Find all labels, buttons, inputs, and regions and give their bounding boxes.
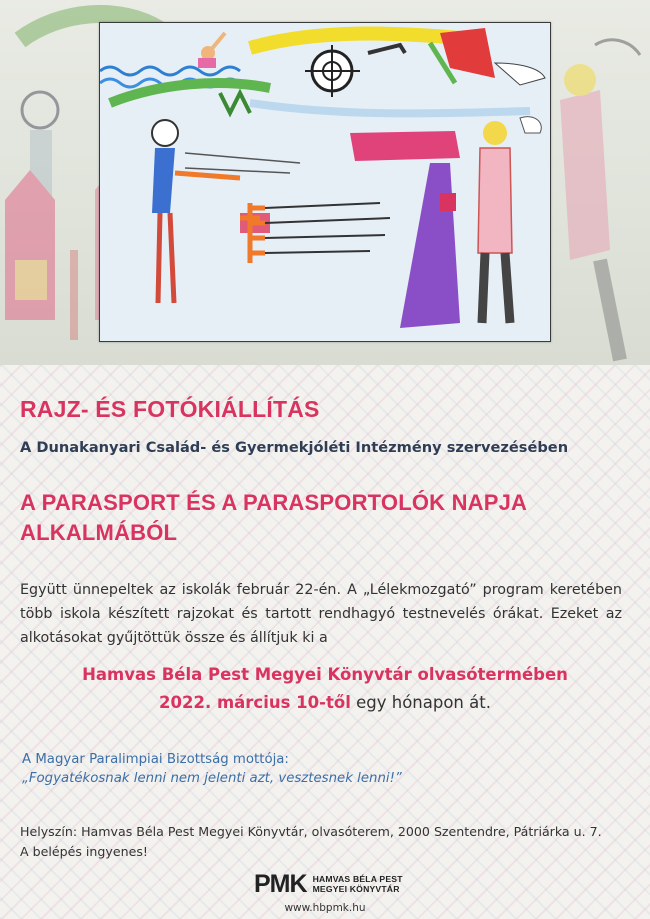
motto-label: A Magyar Paralimpiai Bizottság mottója:	[22, 752, 289, 767]
drawing-frame	[99, 22, 551, 342]
location-address: Helyszín: Hamvas Béla Pest Megyei Könyvtár, olvasóterem, 2000 Szentendre, Pátriárka u. 7.	[20, 824, 602, 839]
logo-line-1: HAMVAS BÉLA PEST	[312, 874, 403, 884]
hero-banner	[0, 0, 650, 365]
date-highlight: 2022. március 10-től	[159, 693, 351, 712]
logo-mark: PMK	[254, 869, 307, 898]
organizer-line: A Dunakanyari Család- és Gyermekjóléti Intézmény szervezésében	[20, 439, 569, 456]
date-line	[0, 693, 650, 712]
motto-quote: „Fogyatékosnak lenni nem jelenti azt, vesztesnek lenni!”	[22, 771, 402, 786]
body-paragraph: Együtt ünnepeltek az iskolák február 22-én. A „Lélekmozgató” program keretében több iskola készített rajzokat és tartott rendhagyó testnevelés órákat. Ezeket az alkotásokat gyűjtöttük össze és állítjuk ki a	[20, 582, 622, 646]
children-drawing	[100, 23, 550, 341]
logo-line-2: MEGYEI KÖNYVTÁR	[312, 884, 400, 894]
website-url: www.hbpmk.hu	[284, 902, 366, 914]
exhibition-heading: RAJZ- ÉS FOTÓKIÁLLÍTÁS	[20, 396, 320, 422]
occasion-heading: A PARASPORT ÉS A PARASPORTOLÓK NAPJA ALKALMÁBÓL	[20, 490, 527, 545]
entry-note: A belépés ingyenes!	[20, 844, 148, 859]
library-logo	[254, 869, 403, 899]
location-info	[20, 822, 640, 862]
logo-text	[313, 874, 403, 894]
venue-highlight: Hamvas Béla Pest Megyei Könyvtár olvasótermében	[82, 665, 568, 684]
date-rest: egy hónapon át.	[350, 693, 491, 712]
